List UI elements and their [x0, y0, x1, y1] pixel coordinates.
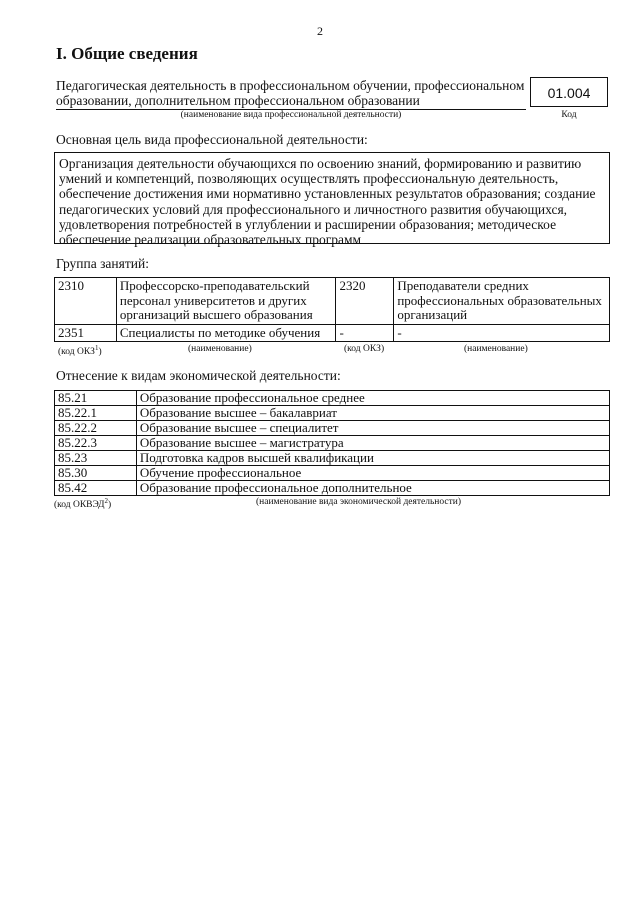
- occupation-groups-label: Группа занятий:: [56, 256, 149, 271]
- okz-name-cell: -: [394, 324, 610, 342]
- okved-name-cell: Образование высшее – магистратура: [136, 436, 609, 451]
- okved-name-caption: (наименование вида экономической деятельности): [256, 497, 461, 507]
- table-row: [55, 391, 610, 406]
- okved-code-cell: 85.30: [55, 466, 137, 481]
- page-number: 2: [317, 24, 323, 38]
- activity-name: Педагогическая деятельность в профессиональном обучении, профессиональном образовании, дополнительном профессиональном образовании: [56, 78, 525, 108]
- okved-name-cell: Обучение профессиональное: [136, 466, 609, 481]
- okz-name-cell: Профессорско-преподавательский персонал университетов и других организаций высшего образования: [116, 278, 336, 325]
- okz-code-cell: 2351: [55, 324, 117, 342]
- activity-name-caption: (наименование вида профессиональной деятельности): [180, 110, 402, 120]
- table-row: [55, 481, 610, 496]
- okz-name-caption: (наименование): [188, 344, 252, 354]
- economic-activities-label: Отнесение к видам экономической деятельности:: [56, 368, 341, 383]
- okved-code-cell: 85.22.3: [55, 436, 137, 451]
- okz-name-cell: Преподаватели средних профессиональных образовательных организаций: [394, 278, 610, 325]
- economic-activities-table: [54, 390, 610, 496]
- section-title: I. Общие сведения: [56, 44, 198, 63]
- table-row: [55, 466, 610, 481]
- table-row: [55, 421, 610, 436]
- okved-name-cell: Образование высшее – специалитет: [136, 421, 609, 436]
- okved-name-cell: Подготовка кадров высшей квалификации: [136, 451, 609, 466]
- okved-name-cell: Образование профессиональное среднее: [136, 391, 609, 406]
- occupation-groups-table: [54, 277, 610, 342]
- goal-text-box: Организация деятельности обучающихся по освоению знаний, формированию и развитию умений и компетенций, позволяющих осуществлять профессиональную деятельность, обеспечение достижения ими нормативно установленных результатов образования; создание педагогических условий для профессионального и личностного развития обучающихся, удовлетворения потребностей в углублении и расширении образования; методическое обеспечение реализации образовательных программ: [54, 152, 610, 244]
- okz-code-cell: 2310: [55, 278, 117, 325]
- table-row: [55, 406, 610, 421]
- table-row: [55, 451, 610, 466]
- okved-code-caption: (код ОКВЭД$^2$): [54, 497, 112, 511]
- okved-code-cell: 85.22.2: [55, 421, 137, 436]
- okz-name-caption: (наименование): [464, 344, 528, 354]
- goal-label: Основная цель вида профессиональной деятельности:: [56, 132, 368, 147]
- okved-name-cell: Образование профессиональное дополнительное: [136, 481, 609, 496]
- table-row: [55, 324, 610, 342]
- table-row: [55, 436, 610, 451]
- activity-code-caption: Код: [561, 110, 577, 120]
- okz-code-cell: -: [336, 324, 394, 342]
- okved-name-cell: Образование высшее – бакалавриат: [136, 406, 609, 421]
- okved-code-cell: 85.23: [55, 451, 137, 466]
- okved-code-cell: 85.22.1: [55, 406, 137, 421]
- okz-name-cell: Специалисты по методике обучения: [116, 324, 336, 342]
- okved-code-cell: 85.21: [55, 391, 137, 406]
- activity-code-box: 01.004: [530, 77, 608, 107]
- okz-code-cell: 2320: [336, 278, 394, 325]
- okved-code-cell: 85.42: [55, 481, 137, 496]
- okz-code-caption: (код ОКЗ): [344, 344, 385, 354]
- table-row: [55, 278, 610, 325]
- okz-code-caption: (код ОКЗ$^1$): [58, 344, 102, 358]
